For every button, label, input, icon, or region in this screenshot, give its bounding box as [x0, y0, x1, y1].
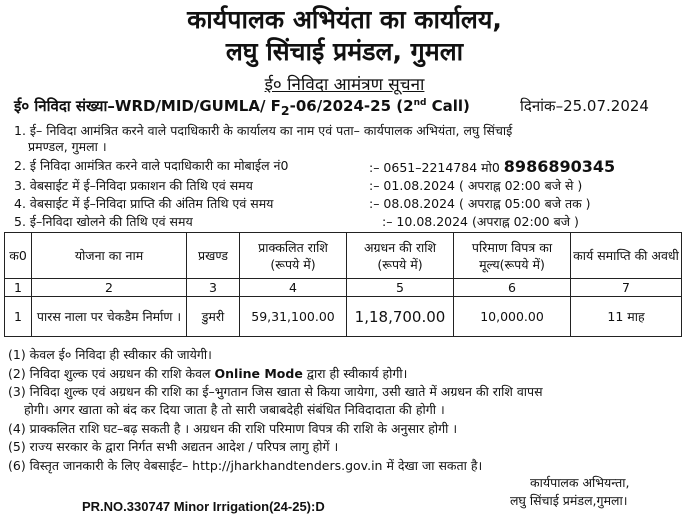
index-cell: 1 — [5, 279, 32, 297]
info-row-last-date: 4. वेबसाईट में ई–निविदा प्राप्ति की अंतिम तिथि एवं समय :– 08.08.2024 ( अपराह्न 05:00 बजे तक ) — [14, 196, 591, 211]
note-6: (6) विस्तृत जानकारी के लिए वेबसाईट– http://jharkhandtenders.gov.in में देखा जा सकता है। — [8, 458, 483, 473]
table-row — [5, 297, 682, 337]
signatory-office: लघु सिंचाई प्रमंडल,गुमला। — [510, 493, 628, 508]
notice-title: ई० निविदा आमंत्रण सूचना — [264, 75, 425, 95]
tender-table — [4, 232, 682, 337]
note-3: (3) निविदा शुल्क एवं अग्रधन की राशि का ई–भुगतान जिस खाता से किया जायेगा, उसी खाते में अग्रधन की राशि वापस — [8, 384, 543, 399]
index-cell: 3 — [187, 279, 240, 297]
pr-number: PR.NO.330747 Minor Irrigation(24-25):D — [82, 499, 325, 514]
cell-estimated-amount: 59,31,100.00 — [240, 297, 347, 337]
cell-serial: 1 — [5, 297, 32, 337]
info-row-opening-date: 5. ई–निविदा खोलने की तिथि एवं समय :– 10.08.2024 (अपराह्न 02:00 बजे ) — [14, 214, 579, 229]
col-header-estimated-amount: प्राक्कलित राशि (रूपये में) — [240, 233, 347, 279]
note-2: (2) निविदा शुल्क एवं अग्रधन की राशि केवल Online Mode द्वारा ही स्वीकार्य होगी। — [8, 366, 408, 381]
info-row-office: 1. ई– निविदा आमंत्रित करने वाले पदाधिकारी के कार्यालय का नाम एवं पता– कार्यपालक अभियंता, लघु सिंचाई — [14, 123, 513, 138]
info-row-publish-date: 3. वेबसाईट में ई–निविदा प्रकाशन की तिथि एवं समय :– 01.08.2024 ( अपराह्न 02:00 बजे से ) — [14, 178, 583, 193]
col-header-scheme-name: योजना का नाम — [32, 233, 187, 279]
col-header-earnest-money: अग्रधन की राशि (रूपये में) — [347, 233, 454, 279]
table-header-row — [5, 233, 682, 279]
notice-date: दिनांक–25.07.2024 — [520, 97, 649, 115]
table-index-row — [5, 279, 682, 297]
office-title: कार्यपालक अभियंता का कार्यालय, — [187, 5, 502, 34]
info-row-office-cont: प्रमण्डल, गुमला । — [28, 139, 107, 154]
cell-earnest-money: 1,18,700.00 — [347, 297, 454, 337]
col-header-block: प्रखण्ड — [187, 233, 240, 279]
tender-reference-number: ई० निविदा संख्या–WRD/MID/GUMLA/ $F_2-06/2024-25$ (2nd Call) — [14, 97, 470, 118]
index-cell: 5 — [347, 279, 454, 297]
cell-block: डुमरी — [187, 297, 240, 337]
cell-completion-period: 11 माह — [571, 297, 682, 337]
note-5: (5) राज्य सरकार के द्वारा निर्गत सभी अद्यतन आदेश / परिपत्र लागु होगें । — [8, 439, 339, 454]
division-title: लघु सिंचाई प्रमंडल, गुमला — [225, 37, 464, 66]
signatory-title: कार्यपालक अभियन्ता, — [530, 475, 630, 490]
note-3-cont: होगी। अगर खाता को बंद कर दिया जाता है तो सारी जबाबदेही संबंधित निविदादाता की होगी । — [24, 402, 445, 417]
cell-bill-of-quantity-cost: 10,000.00 — [454, 297, 571, 337]
index-cell: 2 — [32, 279, 187, 297]
col-header-completion-period: कार्य समाप्ति की अवधी — [571, 233, 682, 279]
note-4: (4) प्राक्कलित राशि घट–बढ़ सकती है । अग्रधन की राशि परिमाण विपत्र की राशि के अनुसार होगी । — [8, 421, 458, 436]
index-cell: 6 — [454, 279, 571, 297]
info-row-mobile: 2. ई निविदा आमंत्रित करने वाले पदाधिकारी का मोबाईल नं0 :– 0651–2214784 मो0 8986890345 — [14, 157, 616, 176]
note-1: (1) केवल ई० निविदा ही स्वीकार की जायेगी। — [8, 347, 212, 362]
col-header-serial: क0 — [5, 233, 32, 279]
cell-scheme-name: पारस नाला पर चेकडैम निर्माण । — [32, 297, 187, 337]
col-header-bill-of-quantity-cost: परिमाण विपत्र का मूल्य(रूपये में) — [454, 233, 571, 279]
index-cell: 7 — [571, 279, 682, 297]
index-cell: 4 — [240, 279, 347, 297]
